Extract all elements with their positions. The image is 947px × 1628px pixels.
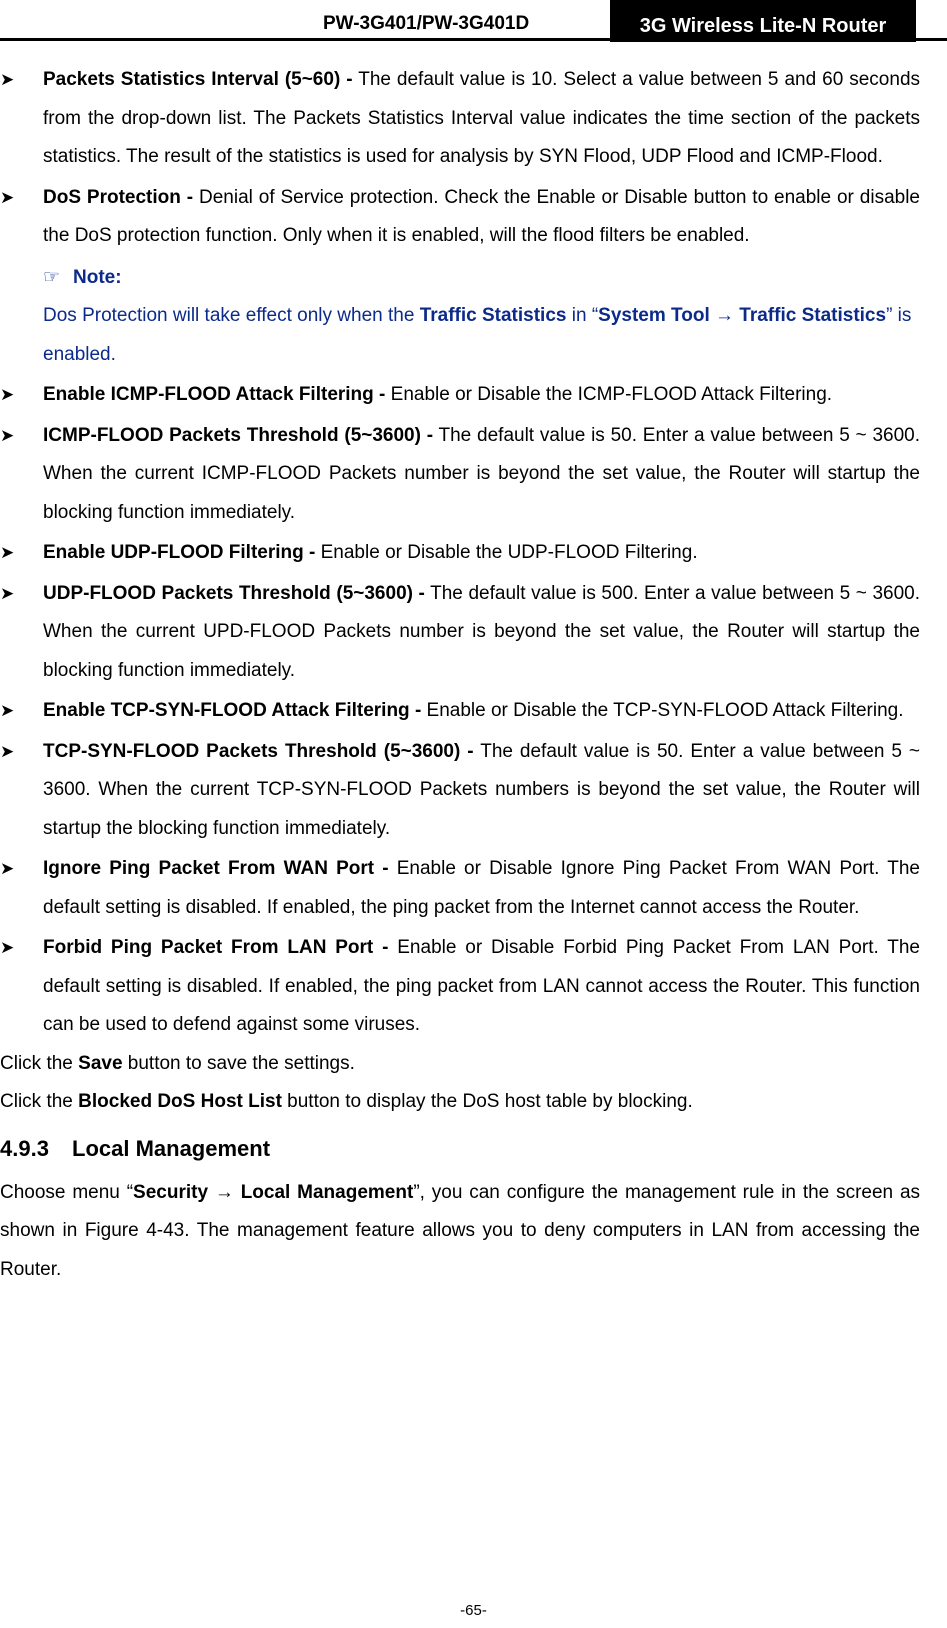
menu-security: Security xyxy=(133,1181,209,1203)
note-bold-system-tool: System Tool xyxy=(598,305,710,326)
item-desc: Enable or Disable the ICMP-FLOOD Attack Filtering. xyxy=(385,384,833,405)
item-desc: The default value is 10. Select a value between 5 and 60 seconds from the drop-down list. The Packets Statistics Interval value indicates the time section of the packets statistics. The result of the statistics is used for analysis by SYN Flood, UDP Flood and ICMP-Flood. xyxy=(43,69,921,167)
item-desc: The default value is 50. Enter a value between 5 ~ 3600. When the current ICMP-FLOOD Packets number is beyond the set value, the Router will startup the blocking function immediately. xyxy=(43,424,920,523)
item-term: ICMP-FLOOD Packets Threshold (5~3600) - xyxy=(43,424,434,446)
item-desc: Enable or Disable the TCP-SYN-FLOOD Attack Filtering. xyxy=(421,700,904,721)
item-text xyxy=(43,376,920,415)
item-desc: Enable or Disable Forbid Ping Packet From LAN Port. The default setting is disabled. If enabled, the ping packet from LAN cannot access the Router. This function can be used to defend against some viruses. xyxy=(43,937,920,1035)
item-term: Forbid Ping Packet From LAN Port - xyxy=(43,937,389,958)
list-item xyxy=(0,376,920,415)
menu-local-management: Local Management xyxy=(240,1181,414,1203)
item-desc: The default value is 50. Enter a value between 5 ~ 3600. When the current TCP-SYN-FLOOD Packets numbers is beyond the set value, the Router will startup the blocking function immediately. xyxy=(43,740,920,839)
note-label: Note: xyxy=(73,266,122,288)
page-number: -65- xyxy=(460,1602,487,1619)
list-item xyxy=(0,850,920,927)
item-desc: The default value is 500. Enter a value between 5 ~ 3600. When the current UPD-FLOOD Packets number is beyond the set value, the Router will startup the blocking function immediately. xyxy=(43,582,920,681)
arrow-bullet-icon: ➤ xyxy=(0,425,15,445)
arrow-icon: → xyxy=(709,305,740,326)
note-bold-traffic-statistics: Traffic Statistics xyxy=(419,305,567,326)
arrow-bullet-icon: ➤ xyxy=(0,859,15,878)
item-term: Enable UDP-FLOOD Filtering - xyxy=(43,542,316,563)
item-term: DoS Protection - xyxy=(43,186,194,208)
page-body xyxy=(0,61,947,1289)
para-text: button to save the settings. xyxy=(122,1052,355,1074)
item-term: Ignore Ping Packet From WAN Port - xyxy=(43,858,389,879)
item-text xyxy=(43,692,920,731)
list-item xyxy=(0,61,920,177)
section-title: Local Management xyxy=(72,1135,271,1161)
para-text: Choose menu “ xyxy=(0,1181,134,1203)
item-desc: Enable or Disable Ignore Ping Packet From WAN Port. The default setting is disabled. If enabled, the ping packet from the Internet cannot access the Router. xyxy=(43,858,920,918)
list-item xyxy=(0,417,920,533)
item-text xyxy=(43,534,920,573)
list-item xyxy=(0,929,920,1045)
save-instruction xyxy=(0,1045,920,1084)
blocked-list-instruction xyxy=(0,1083,920,1122)
para-text: button to display the DoS host table by blocking. xyxy=(281,1091,693,1112)
item-desc: Enable or Disable the UDP-FLOOD Filtering. xyxy=(315,542,698,563)
para-text: Click the xyxy=(0,1091,79,1112)
intro-paragraph xyxy=(0,1174,920,1290)
item-desc: Denial of Service protection. Check the Enable or Disable button to enable or disable the DoS protection function. Only when it is enabled, will the flood filters be enabled. xyxy=(43,186,920,246)
arrow-bullet-icon: ➤ xyxy=(0,583,15,603)
list-item xyxy=(0,179,920,256)
note-text-part: ” is enabled. xyxy=(43,305,912,365)
item-text xyxy=(43,179,920,256)
note-text xyxy=(0,297,920,374)
blocked-list-button-reference: Blocked DoS Host List xyxy=(78,1091,282,1112)
item-term: Enable TCP-SYN-FLOOD Attack Filtering - xyxy=(43,700,422,721)
para-text: Click the xyxy=(0,1052,79,1074)
note-text-part: in “ xyxy=(566,305,599,326)
list-item xyxy=(0,733,920,849)
list-item xyxy=(0,575,920,691)
arrow-bullet-icon: ➤ xyxy=(0,938,15,957)
section-heading xyxy=(0,1130,947,1168)
item-text xyxy=(43,417,920,533)
header-rule-right xyxy=(916,38,947,41)
arrow-bullet-icon: ➤ xyxy=(0,70,15,89)
header-rule xyxy=(0,38,610,41)
arrow-bullet-icon: ➤ xyxy=(0,543,15,562)
product-name-tab: 3G Wireless Lite-N Router xyxy=(610,0,916,42)
item-term: Packets Statistics Interval (5~60) - xyxy=(43,69,353,90)
page-header xyxy=(0,0,947,40)
para-text: ”, you can configure the management rule in the screen as shown in Figure 4-43. The management feature allows you to deny computers in LAN from accessing the Router. xyxy=(0,1181,921,1280)
pointing-hand-icon: ☞ xyxy=(43,266,61,288)
arrow-bullet-icon: ➤ xyxy=(0,385,15,404)
arrow-icon: → xyxy=(208,1181,241,1203)
note-text-part: Dos Protection will take effect only when the xyxy=(43,305,420,326)
arrow-bullet-icon: ➤ xyxy=(0,701,15,720)
arrow-bullet-icon: ➤ xyxy=(0,741,15,761)
arrow-bullet-icon: ➤ xyxy=(0,187,15,207)
item-text xyxy=(43,733,920,849)
item-term: Enable ICMP-FLOOD Attack Filtering - xyxy=(43,384,386,405)
item-text xyxy=(43,575,920,691)
model-name: PW-3G401/PW-3G401D xyxy=(323,13,530,34)
save-button-reference: Save xyxy=(78,1052,123,1074)
note-bold-traffic-statistics: Traffic Statistics xyxy=(739,305,887,326)
list-item xyxy=(0,692,920,731)
section-number: 4.9.3 xyxy=(0,1135,49,1161)
item-term: UDP-FLOOD Packets Threshold (5~3600) - xyxy=(43,582,425,604)
item-term: TCP-SYN-FLOOD Packets Threshold (5~3600) - xyxy=(43,740,474,762)
list-item xyxy=(0,534,920,573)
item-text xyxy=(43,850,920,927)
note-heading xyxy=(0,259,947,298)
item-text xyxy=(43,929,920,1045)
item-text xyxy=(43,61,920,177)
